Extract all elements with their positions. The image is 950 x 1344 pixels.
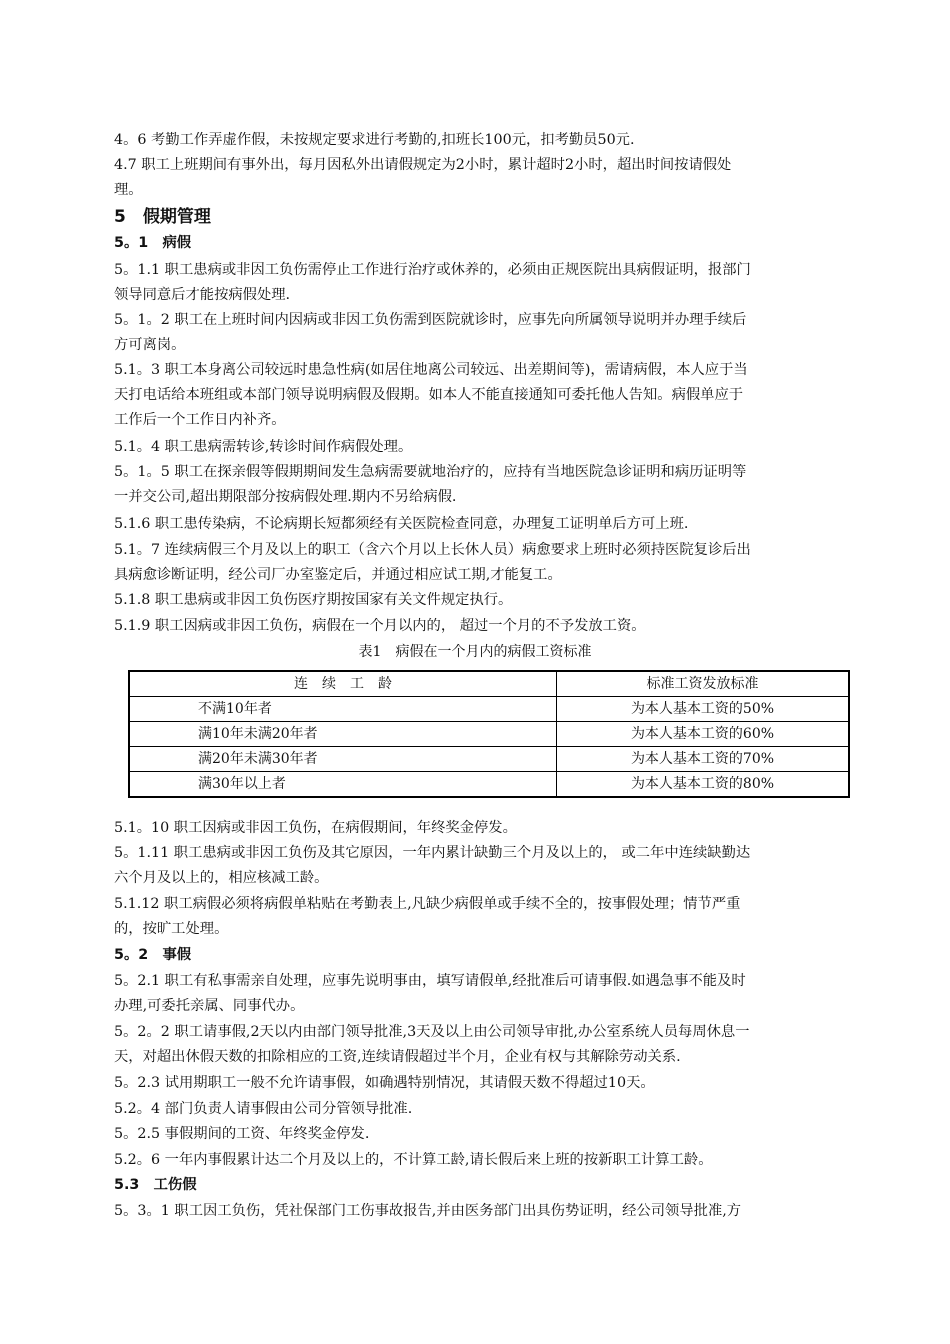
table-caption: 表1 病假在一个月内的病假工资标准 bbox=[358, 644, 592, 660]
table-cell: 为本人基本工资的60% bbox=[557, 722, 850, 747]
paragraph-line: 5。1.11 职工患病或非因工负伤及其它原因，一年内累计缺勤三个月及以上的， 或二年中连续缺勤达 bbox=[114, 845, 751, 861]
table-cell: 为本人基本工资的50% bbox=[557, 697, 850, 722]
table-cell: 满10年未满20年者 bbox=[129, 722, 557, 747]
table-row bbox=[129, 747, 849, 772]
paragraph-line: 天打电话给本班组或本部门领导说明病假及假期。如本人不能直接通知可委托他人告知。病假单应于 bbox=[114, 387, 744, 403]
paragraph-line: 5.1。3 职工本身离公司较远时患急性病(如居住地离公司较远、出差期间等)，需请病假，本人应于当 bbox=[114, 362, 748, 378]
paragraph-line: 5.1.6 职工患传染病，不论病期长短都须经有关医院检查同意，办理复工证明单后方可上班. bbox=[114, 516, 689, 532]
paragraph-line: 办理,可委托亲属、同事代办。 bbox=[114, 998, 305, 1014]
table-cell: 为本人基本工资的70% bbox=[557, 747, 850, 772]
paragraph-line: 领导同意后才能按病假处理. bbox=[114, 287, 291, 303]
paragraph-line: 一并交公司,超出期限部分按病假处理.期内不另给病假. bbox=[114, 489, 457, 505]
paragraph-line: 天，对超出休假天数的扣除相应的工资,连续请假超过半个月，企业有权与其解除劳动关系. bbox=[114, 1049, 681, 1065]
table-cell: 为本人基本工资的80% bbox=[557, 772, 850, 798]
paragraph-line: 5.1。4 职工患病需转诊,转诊时间作病假处理。 bbox=[114, 439, 413, 455]
paragraph-line: 5.2。4 部门负责人请事假由公司分管领导批准. bbox=[114, 1101, 413, 1117]
paragraph-line: 4.7 职工上班期间有事外出，每月因私外出请假规定为2小时，累计超时2小时，超出时间按请假处 bbox=[114, 157, 732, 173]
section-heading: 5 假期管理 bbox=[114, 207, 211, 227]
paragraph-line: 5。3。1 职工因工负伤，凭社保部门工伤事故报告,并由医务部门出具伤势证明，经公司领导批准,方 bbox=[114, 1203, 742, 1219]
paragraph-line: 5。2.3 试用期职工一般不允许请事假，如确遇特别情况，其请假天数不得超过10天。 bbox=[114, 1075, 655, 1091]
paragraph-line: 方可离岗。 bbox=[114, 337, 186, 353]
table-cell: 满30年以上者 bbox=[129, 772, 557, 798]
table-row bbox=[129, 722, 849, 747]
table-header-cell: 标准工资发放标准 bbox=[557, 671, 850, 697]
subsection-heading: 5。2 事假 bbox=[114, 947, 192, 963]
paragraph-line: 5。2.1 职工有私事需亲自处理，应事先说明事由，填写请假单,经批准后可请事假.如遇急事不能及时 bbox=[114, 973, 746, 989]
paragraph-line: 5。2.5 事假期间的工资、年终奖金停发. bbox=[114, 1126, 370, 1142]
paragraph-line: 5。2。2 职工请事假,2天以内由部门领导批准,3天及以上由公司领导审批,办公室系统人员每周休息一 bbox=[114, 1024, 750, 1040]
table-row bbox=[129, 772, 849, 798]
sick-pay-table bbox=[128, 670, 850, 798]
table-cell: 不满10年者 bbox=[129, 697, 557, 722]
paragraph-line: 工作后一个工作日内补齐。 bbox=[114, 412, 286, 428]
paragraph-line: 5。1。5 职工在探亲假等假期期间发生急病需要就地治疗的，应持有当地医院急诊证明和病历证明等 bbox=[114, 464, 747, 480]
paragraph-line: 六个月及以上的，相应核减工龄。 bbox=[114, 870, 329, 886]
paragraph-line: 理。 bbox=[114, 182, 143, 198]
table-row bbox=[129, 697, 849, 722]
table-header-cell: 连 续 工 龄 bbox=[129, 671, 557, 697]
subsection-heading: 5。1 病假 bbox=[114, 235, 192, 251]
paragraph-line: 5.2。6 一年内事假累计达二个月及以上的，不计算工龄,请长假后来上班的按新职工计算工龄。 bbox=[114, 1152, 713, 1168]
paragraph-line: 5.1.12 职工病假必须将病假单粘贴在考勤表上,凡缺少病假单或手续不全的，按事假处理；情节严重 bbox=[114, 896, 741, 912]
paragraph-line: 5.1.9 职工因病或非因工负伤，病假在一个月以内的， 超过一个月的不予发放工资。 bbox=[114, 618, 646, 634]
paragraph-line: 5.1。10 职工因病或非因工负伤，在病假期间，年终奖金停发。 bbox=[114, 820, 517, 836]
table-header-row bbox=[129, 671, 849, 697]
paragraph-line: 具病愈诊断证明，经公司厂办室鉴定后，并通过相应试工期,才能复工。 bbox=[114, 567, 562, 583]
paragraph-line: 5。1。2 职工在上班时间内因病或非因工负伤需到医院就诊时，应事先向所属领导说明并办理手续后 bbox=[114, 312, 747, 328]
paragraph-line: 的，按旷工处理。 bbox=[114, 921, 229, 937]
subsection-heading: 5.3 工伤假 bbox=[114, 1177, 197, 1193]
paragraph-line: 5.1.8 职工患病或非因工负伤医疗期按国家有关文件规定执行。 bbox=[114, 592, 513, 608]
table-cell: 满20年未满30年者 bbox=[129, 747, 557, 772]
paragraph-line: 4。6 考勤工作弄虚作假，未按规定要求进行考勤的,扣班长100元，扣考勤员50元. bbox=[114, 132, 635, 148]
paragraph-line: 5。1.1 职工患病或非因工负伤需停止工作进行治疗或休养的，必须由正规医院出具病假证明，报部门 bbox=[114, 262, 751, 278]
paragraph-line: 5.1。7 连续病假三个月及以上的职工（含六个月以上长休人员）病愈要求上班时必须持医院复诊后出 bbox=[114, 542, 751, 558]
